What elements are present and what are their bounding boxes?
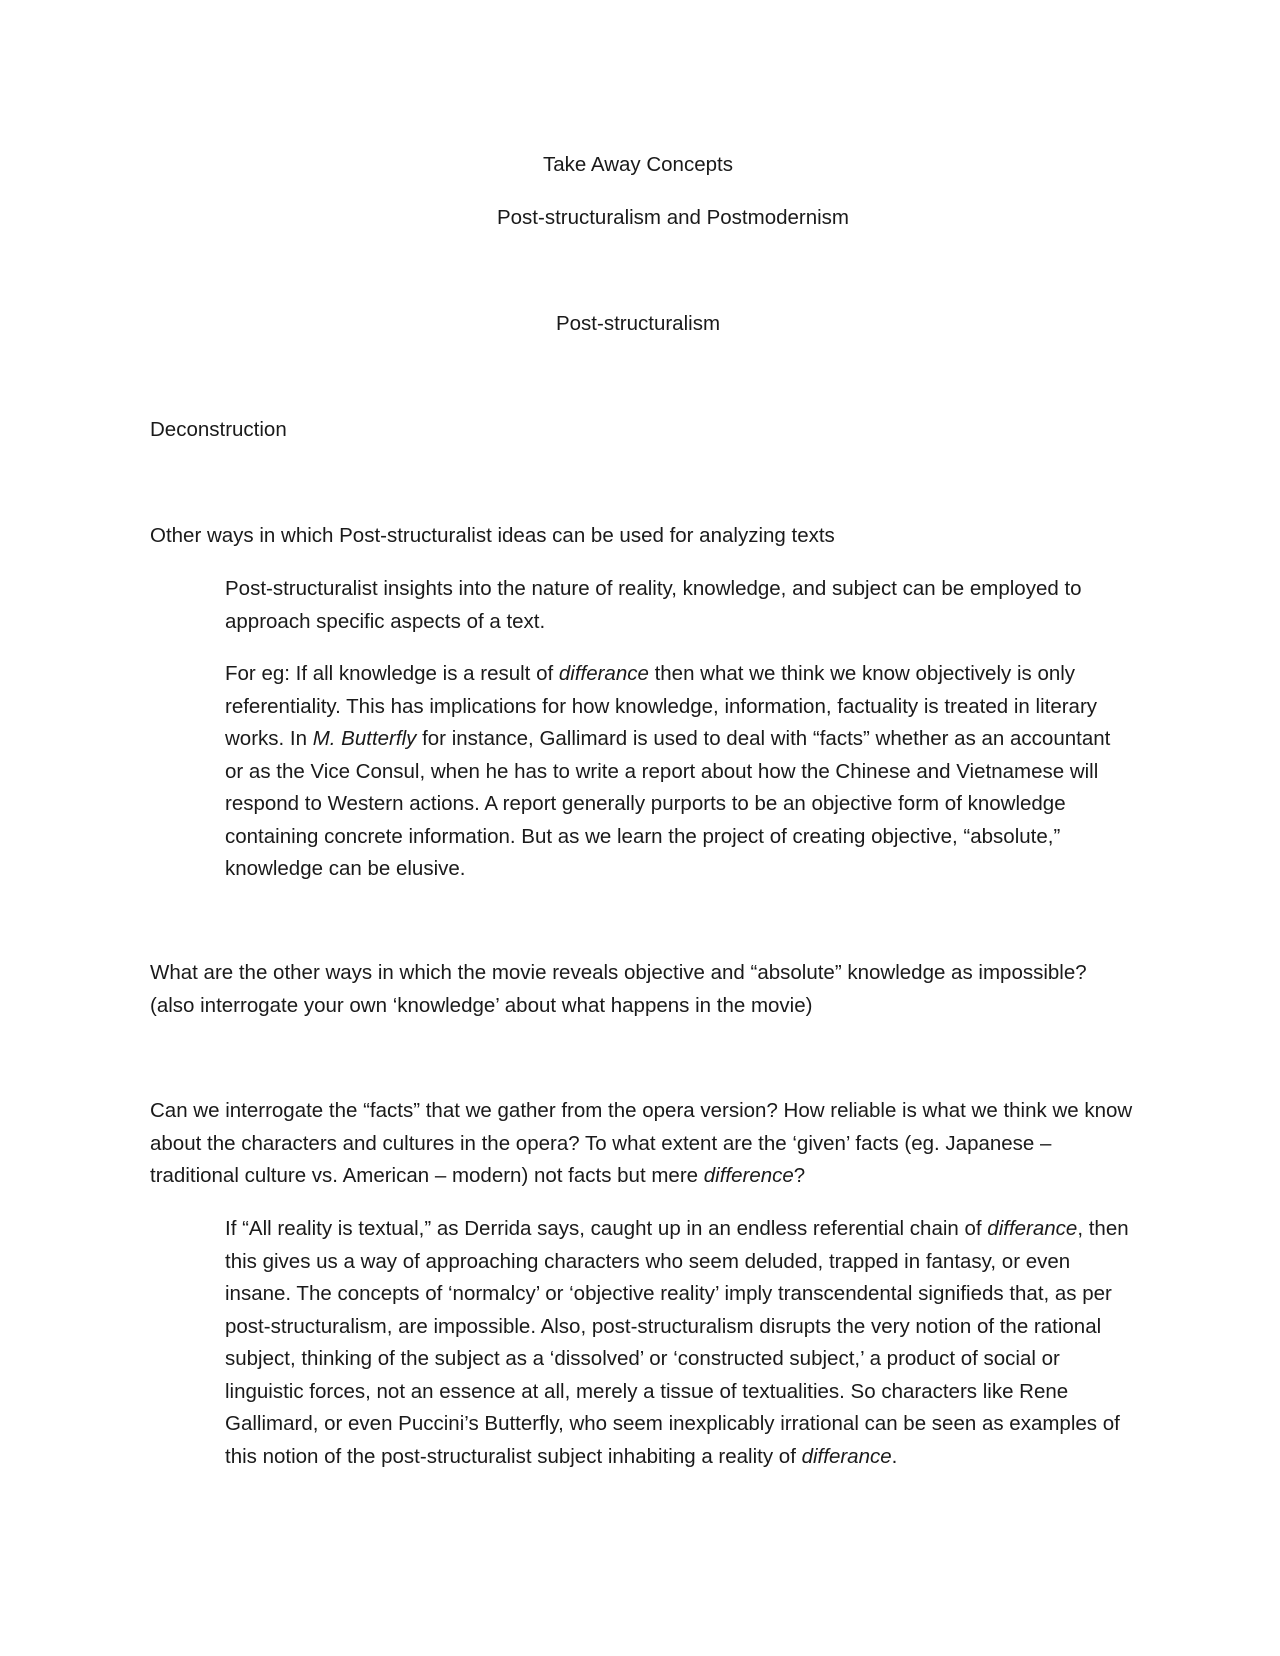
question-line: What are the other ways in which the movie reveals objective and “absolute” knowledge as impossible? [150,961,1087,984]
document-title: Take Away Concepts [543,153,733,176]
text-run: Can we interrogate the “facts” that we gather from the opera version? How reliable is what we think we know about the characters and cultures in the opera? To what extent are the ‘given’ facts (eg. Japanese – traditional culture vs. American – modern) not facts but mere [150,1099,1133,1187]
section-heading: Post-structuralism [555,312,721,335]
paragraph-insights: Post-structuralist insights into the nature of reality, knowledge, and subject can be employed to approach specific aspects of a text. [225,577,1082,633]
text-run: then what we think we know objectively is only referentiality. This has implications for how knowledge, information, factuality is treated in literary works. In [225,662,1098,750]
text-run: If “All reality is textual,” as Derrida says, caught up in an endless referential chain of [225,1217,988,1240]
subheading-deconstruction: Deconstruction [150,418,287,441]
subheading-other-ways: Other ways in which Post-structuralist ideas can be used for analyzing texts [150,524,835,547]
italic-term: differance [801,1444,892,1468]
text-run: For eg: If all knowledge is a result of [225,662,559,685]
question-line: (also interrogate your own ‘knowledge’ about what happens in the movie) [150,993,813,1017]
italic-title: M. Butterfly [312,727,417,750]
text-run: for instance, Gallimard is used to deal with “facts” whether as an accountant or as the Vice Consul, when he has to write a report about how the Chinese and Vietnamese will respond to Western actions. A report generally purports to be an objective form of knowledge containing concrete information. But as we learn the project of creating objective, “absolute,” knowledge can be elusive. [225,727,1111,880]
text-run: . [891,1444,898,1468]
text-run: , then this gives us a way of approaching characters who seem deluded, trapped in fantasy, or even insane. The concepts of ‘normalcy’ or ‘objective reality’ imply transcendental signifieds that, as per post-structuralism, are impossible. Also, post-structuralism disrupts the very notion of the rational subject, thinking of the subject as a ‘dissolved’ or ‘constructed subject,’ a product of social or linguistic forces, not an essence at all, merely a tissue of textualities. So characters like Rene Gallimard, or even Puccini’s Butterfly, who seem inexplicably irrational can be seen as examples of this notion of the post-structuralist subject inhabiting a reality of [225,1217,1129,1468]
italic-term: difference [703,1164,794,1187]
italic-term: differance [987,1217,1078,1240]
paragraph-example [225,658,1130,886]
paragraph-derrida [225,1213,1130,1473]
text-run: ? [793,1164,806,1187]
question-movie [150,957,1140,1022]
italic-term: differance [558,662,649,685]
document-subtitle: Post-structuralism and Postmodernism [496,206,850,229]
question-opera [150,1095,1140,1193]
